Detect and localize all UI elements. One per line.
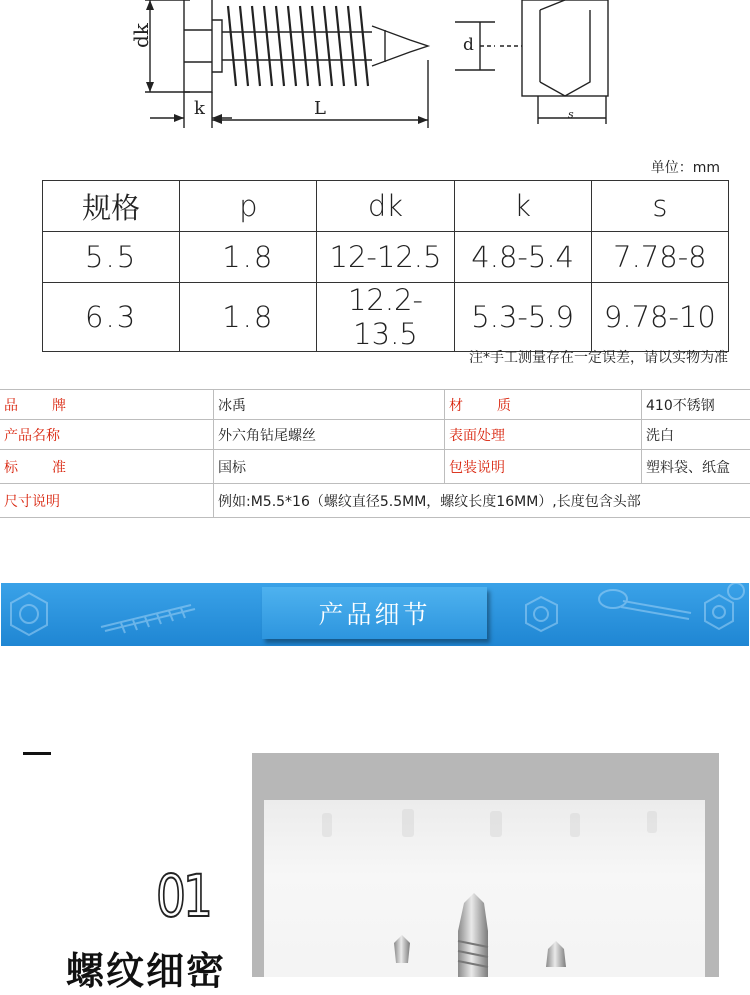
info-label: 品 牌 bbox=[0, 390, 214, 420]
detail-heading: 螺纹细密 bbox=[66, 940, 226, 995]
spec-header-cell: k bbox=[454, 181, 591, 232]
spec-cell: 5.5 bbox=[43, 232, 180, 283]
info-label: 尺寸说明 bbox=[0, 484, 214, 518]
spec-cell: 6.3 bbox=[43, 283, 180, 352]
spec-header-cell: p bbox=[180, 181, 317, 232]
dim-label-L: L bbox=[314, 98, 326, 119]
spec-header-cell: s bbox=[591, 181, 728, 232]
product-info-table bbox=[0, 389, 750, 518]
spec-header-cell: dk bbox=[317, 181, 454, 232]
spec-header-cell: 规格 bbox=[43, 181, 180, 232]
spec-cell: 7.78-8 bbox=[591, 232, 728, 283]
info-value: 410不锈钢 bbox=[642, 390, 750, 420]
info-value: 塑料袋、纸盒 bbox=[642, 450, 750, 484]
spec-row bbox=[43, 283, 729, 352]
spec-cell: 1.8 bbox=[180, 283, 317, 352]
screw-photo-illustration bbox=[252, 753, 719, 977]
dim-label-k: k bbox=[194, 98, 206, 119]
info-label: 产品名称 bbox=[0, 420, 214, 450]
spec-row bbox=[43, 232, 729, 283]
dim-label-s: s bbox=[568, 108, 574, 121]
info-value: 冰禹 bbox=[214, 390, 445, 420]
info-label: 材 质 bbox=[445, 390, 642, 420]
info-value: 洗白 bbox=[642, 420, 750, 450]
measurement-note: 注*手工测量存在一定误差，请以实物为准 bbox=[469, 347, 728, 367]
info-row bbox=[0, 450, 750, 484]
screw-dimension-drawing bbox=[0, 0, 750, 150]
detail-number: 01 bbox=[150, 862, 216, 930]
dim-label-dk: dk bbox=[129, 22, 153, 48]
info-value: 外六角钻尾螺丝 bbox=[214, 420, 445, 450]
spec-cell: 5.3-5.9 bbox=[454, 283, 591, 352]
info-row bbox=[0, 484, 750, 518]
spec-header-row bbox=[43, 181, 729, 232]
info-row bbox=[0, 420, 750, 450]
spec-cell: 1.8 bbox=[180, 232, 317, 283]
dim-label-d: d bbox=[463, 35, 474, 55]
info-label: 表面处理 bbox=[445, 420, 642, 450]
section-dash bbox=[23, 752, 51, 755]
spec-cell: 12.2-13.5 bbox=[317, 283, 454, 352]
info-value: 国标 bbox=[214, 450, 445, 484]
info-label: 包装说明 bbox=[445, 450, 642, 484]
info-row bbox=[0, 390, 750, 420]
spec-cell: 4.8-5.4 bbox=[454, 232, 591, 283]
section-banner bbox=[1, 583, 749, 646]
product-photo bbox=[252, 753, 719, 977]
spec-cell: 9.78-10 bbox=[591, 283, 728, 352]
info-value: 例如:M5.5*16（螺纹直径5.5MM，螺纹长度16MM）,长度包含头部 bbox=[214, 484, 750, 518]
info-label: 标 准 bbox=[0, 450, 214, 484]
banner-title: 产品细节 bbox=[262, 587, 487, 639]
unit-label: 单位：mm bbox=[651, 157, 720, 177]
spec-cell: 12-12.5 bbox=[317, 232, 454, 283]
spec-table bbox=[42, 180, 729, 352]
